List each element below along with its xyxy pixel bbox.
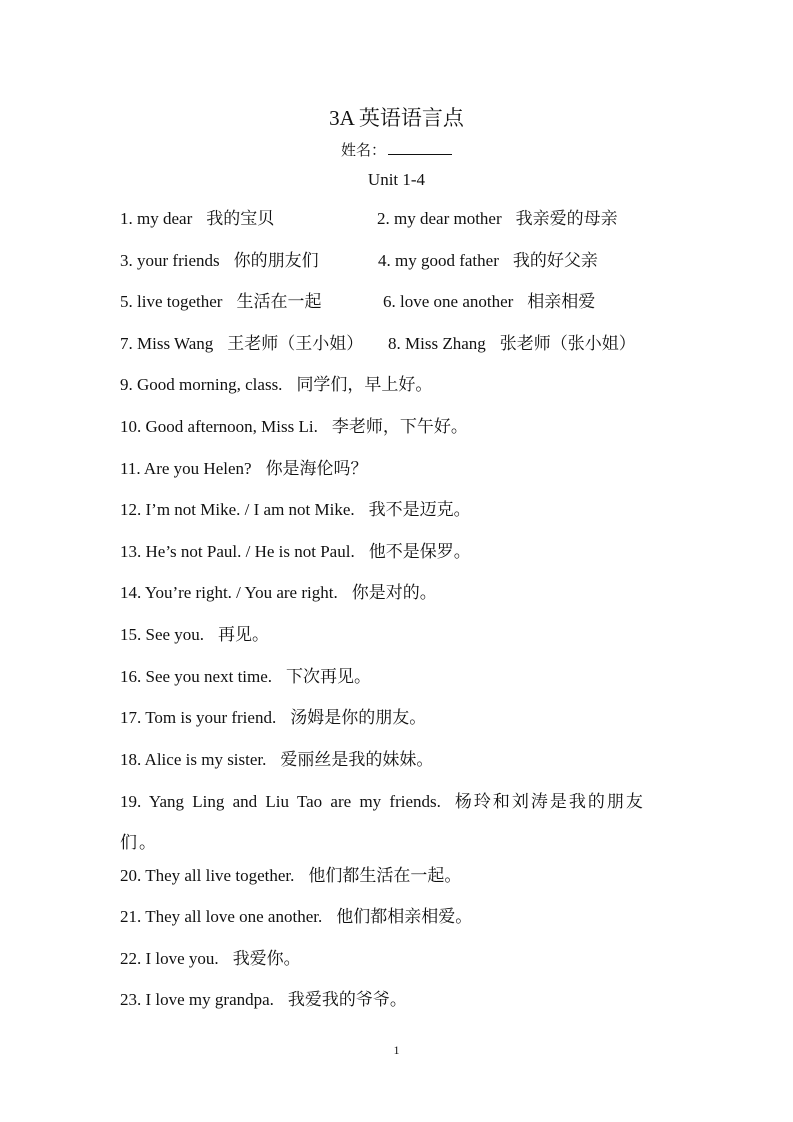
name-field-line	[0, 140, 793, 161]
phrase-item	[120, 209, 274, 228]
phrase-chinese: 张老师（张小姐）	[499, 333, 636, 353]
phrase-english: 1. my dear	[120, 209, 193, 228]
phrase-pair-row	[120, 290, 680, 332]
phrase-english: 21. They all love one another.	[120, 907, 323, 927]
phrase-item	[377, 207, 618, 231]
phrase-item	[120, 864, 680, 906]
phrase-english: 22. I love you.	[120, 948, 219, 968]
phrase-item	[120, 334, 363, 353]
phrase-english: 8. Miss Zhang	[388, 333, 486, 353]
phrase-english: 13. He’s not Paul. / He is not Paul.	[120, 541, 355, 561]
phrase-english: 4. my good father	[378, 250, 499, 270]
phrase-chinese: 他不是保罗。	[368, 541, 471, 561]
phrase-item	[388, 332, 636, 356]
phrase-chinese: 再见。	[218, 624, 270, 644]
phrase-english: 19. Yang Ling and Liu Tao are my friends.	[120, 791, 441, 811]
phrase-english: 17. Tom is your friend.	[120, 708, 277, 728]
name-blank	[388, 140, 452, 155]
phrase-english: 10. Good afternoon, Miss Li.	[120, 416, 318, 436]
phrase-english: 7. Miss Wang	[120, 333, 214, 353]
phrase-item	[120, 292, 321, 311]
phrase-item	[120, 415, 680, 457]
phrase-list	[120, 207, 680, 1030]
phrase-chinese: 杨玲和刘涛是我的朋友们。	[120, 791, 645, 853]
phrase-item	[120, 498, 680, 540]
phrase-item	[120, 988, 680, 1030]
phrase-english: 11. Are you Helen?	[120, 458, 252, 478]
phrase-english: 5. live together	[120, 292, 223, 312]
phrase-chinese: 我的好父亲	[512, 250, 598, 270]
phrase-pair-row	[120, 249, 680, 291]
phrase-item	[120, 540, 680, 582]
phrase-item	[120, 947, 680, 989]
phrase-chinese: 我不是迈克。	[368, 500, 471, 520]
phrase-english: 9. Good morning, class.	[120, 375, 283, 395]
phrase-chinese: 同学们，早上好。	[296, 375, 433, 395]
phrase-english: 2. my dear mother	[377, 209, 502, 228]
phrase-chinese: 你是海伦吗？	[265, 458, 368, 478]
phrase-english: 15. See you.	[120, 624, 205, 644]
phrase-chinese: 我的宝贝	[206, 209, 275, 228]
phrase-chinese: 你的朋友们	[233, 250, 319, 270]
phrase-english: 23. I love my grandpa.	[120, 990, 274, 1010]
phrase-chinese: 李老师，下午好。	[331, 416, 468, 436]
phrase-pair-row	[120, 332, 680, 374]
phrase-item	[378, 249, 598, 273]
phrase-item	[120, 781, 680, 864]
phrase-chinese: 生活在一起	[236, 292, 322, 312]
phrase-pair-row	[120, 207, 680, 249]
phrase-chinese: 汤姆是你的朋友。	[290, 708, 427, 728]
phrase-chinese: 下次再见。	[286, 666, 372, 686]
phrase-english: 3. your friends	[120, 250, 220, 270]
phrase-chinese: 我爱我的爷爷。	[287, 990, 407, 1010]
phrase-item	[120, 457, 680, 499]
phrase-chinese: 爱丽丝是我的妹妹。	[280, 749, 434, 769]
unit-heading: Unit 1-4	[367, 170, 426, 189]
phrase-english: 14. You’re right. / You are right.	[120, 583, 338, 603]
phrase-english: 12. I’m not Mike. / I am not Mike.	[120, 500, 355, 520]
phrase-item	[120, 251, 319, 270]
phrase-english: 18. Alice is my sister.	[120, 749, 267, 769]
phrase-chinese: 相亲相爱	[527, 292, 596, 312]
phrase-item	[383, 290, 595, 314]
phrase-item	[120, 706, 680, 748]
phrase-chinese: 王老师（王小姐）	[227, 333, 364, 353]
name-label: 姓名：	[340, 143, 386, 159]
phrase-english: 20. They all live together.	[120, 865, 295, 885]
phrase-chinese: 你是对的。	[351, 583, 437, 603]
phrase-item	[120, 581, 680, 623]
phrase-chinese: 我亲爱的母亲	[515, 209, 618, 228]
phrase-chinese: 他们都相亲相爱。	[336, 907, 473, 927]
phrase-item	[120, 905, 680, 947]
phrase-english: 16. See you next time.	[120, 666, 273, 686]
phrase-item	[120, 623, 680, 665]
phrase-item	[120, 373, 680, 415]
phrase-chinese: 他们都生活在一起。	[308, 865, 462, 885]
phrase-chinese: 我爱你。	[232, 948, 301, 968]
phrase-item	[120, 665, 680, 707]
page-number: 1	[393, 1043, 400, 1057]
document-title: 3A 英语语言点	[329, 106, 464, 130]
phrase-english: 6. love one another	[383, 292, 514, 312]
